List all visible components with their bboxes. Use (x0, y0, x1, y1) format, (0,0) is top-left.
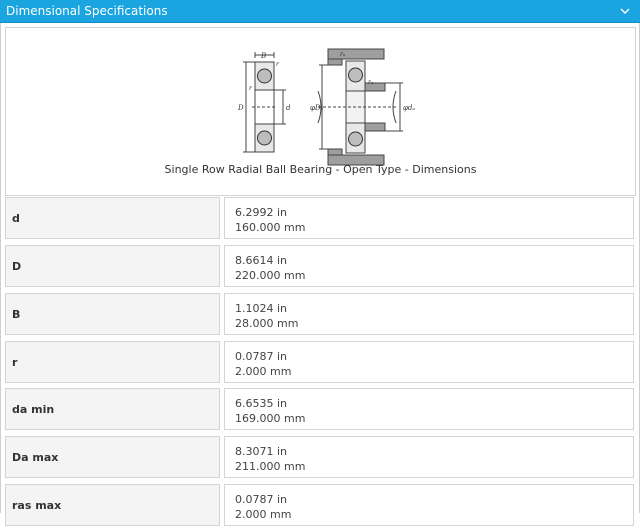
spec-row-ras-max (5, 484, 634, 528)
spec-label: ras max (5, 484, 220, 526)
spec-label: d (5, 197, 220, 239)
mounting-drawing (318, 49, 403, 165)
spec-value-in: 0.0787 in (235, 493, 288, 506)
figure-caption: Single Row Radial Ball Bearing - Open Type - Dimensions (164, 163, 477, 176)
spec-value (224, 388, 634, 430)
spec-value-mm: 169.000 mm (235, 412, 306, 425)
spec-value (224, 293, 634, 335)
spec-value-in: 6.6535 in (235, 397, 288, 410)
spec-value (224, 484, 634, 526)
bearing-diagram-cell (5, 27, 636, 196)
section-title: Dimensional Specifications (6, 4, 168, 18)
label-r-side: r (249, 85, 252, 92)
spec-label: r (5, 341, 220, 383)
spec-label: Da max (5, 436, 220, 478)
spec-row-da-min (5, 388, 634, 432)
section-header[interactable] (0, 0, 640, 23)
spec-value (224, 341, 634, 383)
spec-value-in: 8.6614 in (235, 254, 288, 267)
spec-value (224, 197, 634, 239)
spec-label: D (5, 245, 220, 287)
spec-label: da min (5, 388, 220, 430)
label-d: d (286, 104, 291, 112)
label-D: D (238, 104, 244, 112)
spec-row-D (5, 245, 634, 289)
spec-row-r (5, 341, 634, 385)
spec-value-in: 8.3071 in (235, 445, 288, 458)
spec-value-mm: 211.000 mm (235, 460, 306, 473)
label-Da: φDₐ (310, 104, 324, 112)
spec-value-in: 1.1024 in (235, 302, 288, 315)
spec-value-in: 6.2992 in (235, 206, 288, 219)
spec-row-Da-max (5, 436, 634, 480)
spec-value-mm: 160.000 mm (235, 221, 306, 234)
spec-row-B (5, 293, 634, 337)
spec-value (224, 245, 634, 287)
specs-panel (0, 23, 640, 521)
caret-down-icon[interactable] (618, 0, 632, 22)
label-r-top: r (276, 61, 279, 68)
label-ra-side: rₐ (368, 79, 374, 86)
bearing-section-drawing (243, 52, 286, 152)
spec-value-mm: 2.000 mm (235, 508, 292, 521)
spec-value-mm: 2.000 mm (235, 365, 292, 378)
spec-label: B (5, 293, 220, 335)
spec-value-in: 0.0787 in (235, 350, 288, 363)
label-B: B (261, 52, 267, 60)
spec-row-d (5, 197, 634, 241)
spec-value-mm: 28.000 mm (235, 317, 299, 330)
label-ra-top: rₐ (340, 51, 346, 58)
label-da: φdₐ (403, 104, 416, 112)
spec-value-mm: 220.000 mm (235, 269, 306, 282)
spec-value (224, 436, 634, 478)
